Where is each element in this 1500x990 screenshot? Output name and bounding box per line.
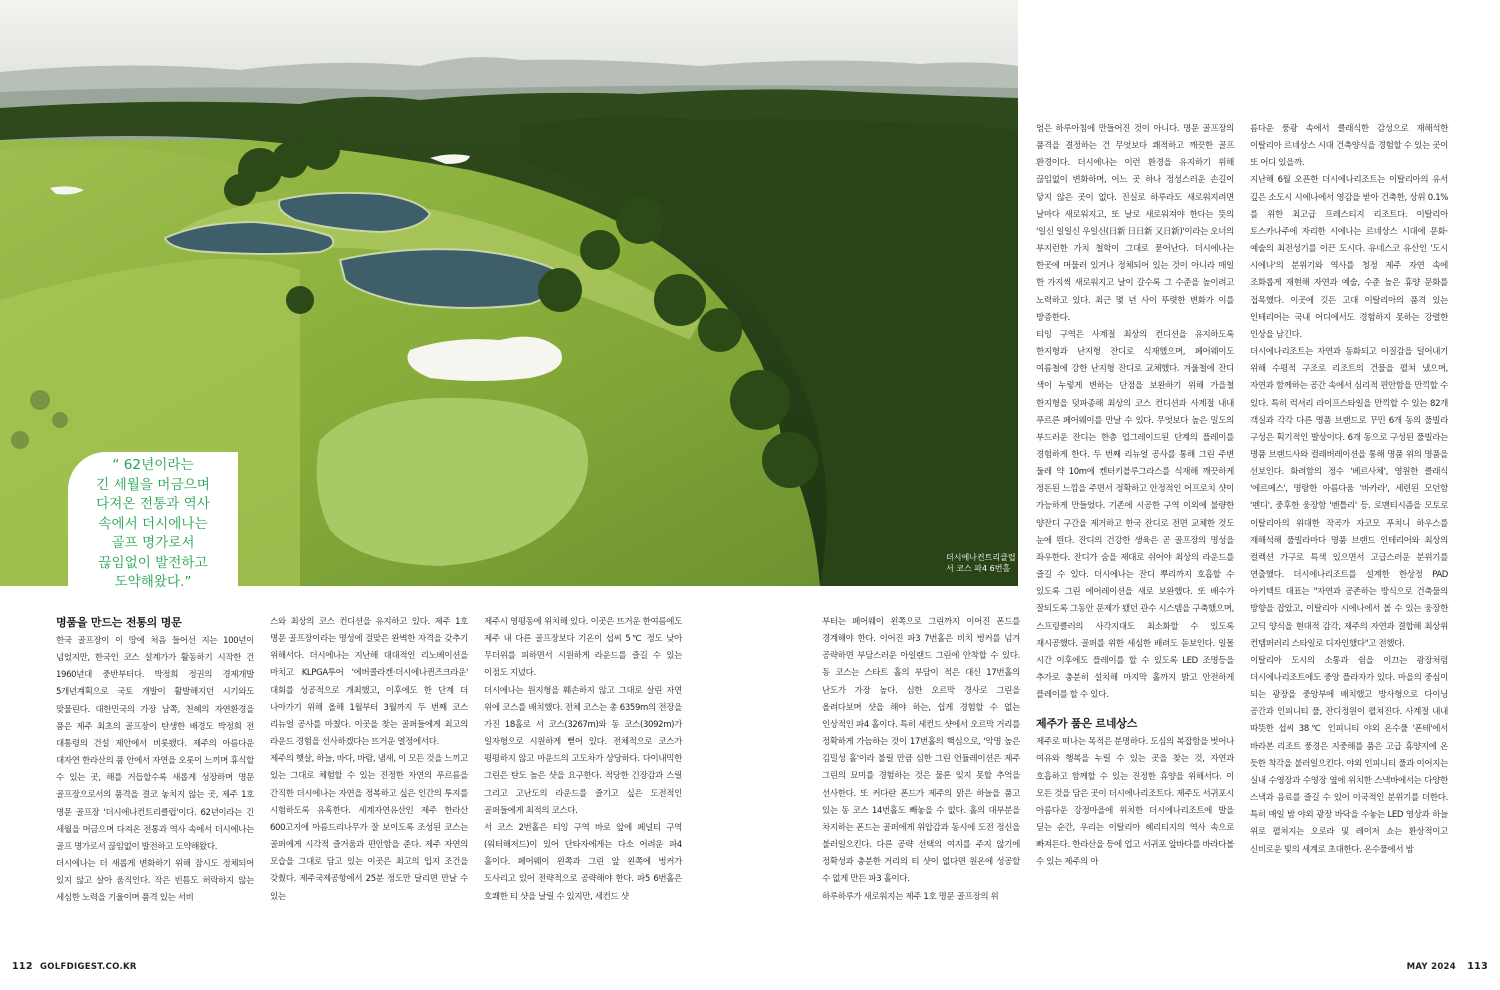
- paragraph: 서 코스 2번홀은 티잉 구역 바로 앞에 페널티 구역(워터해저드)이 있어 단타자에게는 다소 어려운 파4 홀이다. 페어웨이 왼쪽과 그린 앞 왼쪽에 벙커가 도사리고 있어 전략적으로 공략해야 한다. 파5 6번홀은 호쾌한 티 샷을 날릴 수 있지만, 세컨드 샷: [484, 822, 682, 902]
- paragraph: 제주시 영평동에 위치해 있다. 이곳은 뜨거운 한여름에도 제주 내 다른 골프장보다 기온이 섭씨 5℃ 정도 낮아 무더위를 피하면서 시원하게 라운드를 즐길 수 있는 이점도 지녔다.: [484, 617, 682, 679]
- article-column-3: [484, 614, 682, 906]
- site-url: GOLFDIGEST.CO.KR: [40, 962, 137, 972]
- paragraph: 름다운 풍광 속에서 클래식한 감성으로 재해석한 이탈리아 르네상스 시대 건축양식을 경험할 수 있는 곳이 또 어디 있을까.: [1250, 124, 1448, 169]
- page-number-right: 113: [1467, 961, 1488, 972]
- paragraph: 지난해 6월 오픈한 더시에나리조트는 이탈리아의 유서 깊은 소도시 시에나에서 영감을 받아 건축한, 상위 0.1%를 위한 최고급 프레스티지 리조트다. 이탈리아 토스카나주에 자리한 시에나는 르네상스 시대에 문화·예술의 최전성기를 이끈 도시다. 유네스코 유산인 '도시 시에나'의 분위기와 역사를 청정 제주 자연 속에 조화롭게 재현해 자연과 예술, 수준 높은 휴양 문화를 접목했다. 이곳에 깃든 고대 이탈리아의 품격 있는 인테리어는 국내 어디에서도 경험하지 못하는 강렬한 인상을 남긴다.: [1250, 175, 1448, 340]
- pull-quote-line: 다져온 전통과 역사: [96, 496, 210, 512]
- paragraph: 한국 골프장이 이 땅에 처음 들어선 지는 100년이 넘었지만, 한국인 코스 설계가가 활동하기 시작한 건 1960년대 중반부터다. 박정희 정권의 경제개발 5개년계획으로 국토 개발이 활발해지던 시기와도 맞물린다. 대한민국의 가장 남쪽, 천혜의 자연환경을 품은 제주 최초의 골프장이 탄생한 배경도 박정희 전 대통령의 건설 제안에서 비롯됐다. 제주의 아름다운 대자연 한라산의 품 안에서 자연을 오롯이 느끼며 휴식할 수 있는 곳, 해를 거듭할수록 새롭게 성장하며 명문 골프장으로서의 품격을 결코 놓치지 않는 곳, 제주 1호 명문 골프장 '더시에나컨트리클럽'이다. 62년이라는 긴 세월을 머금으며 다져온 전통과 역사 속에서 더시에나는 골프 명가로서 끊임없이 발전하고 도약해왔다.: [56, 636, 254, 852]
- paragraph: 제주로 떠나는 목적은 분명하다. 도심의 복잡함을 벗어나 여유와 행복을 누릴 수 있는 곳을 찾는 것, 자연과 호흡하고 함께할 수 있는 진정한 휴양을 위해서다. 이 모든 것을 담은 곳이 더시에나리조트다. 제주도 서귀포시 아름다운 강정마을에 위치한 더시에나리조트에 발을 딛는 순간, 우리는 이탈리아 헤리티지의 역사 속으로 빠져든다. 한라산을 등에 업고 서귀포 앞바다를 바라다볼 수 있는 제주의 아: [1036, 737, 1234, 868]
- paragraph: 더시에나리조트는 자연과 동화되고 이질감을 덜어내기 위해 수평적 구조로 리조트의 건물을 펼쳐 냈으며, 자연과 함께하는 공간 속에서 심리적 편안함을 만끽할 수 있다. 특히 럭셔리 라이프스타일을 만끽할 수 있는 82개 객실과 각각 다른 명품 브랜드로 꾸민 6개 동의 풀빌라 구성은 획기적인 발상이다. 6개 동으로 구성된 풀빌라는 명품 브랜드사와 컬래버레이션을 통해 명품 위의 명품을 선보인다. 화려함의 정수 '베르사체', 영원한 클래식 '에르메스', 명랑한 아름다움 '바카라', 세련된 모던함 '펜디', 중후한 웅장함 '벤틀리' 등. 로맨티시즘을 모토로 이탈리아의 위대한 작곡가 자코모 푸치니 하우스를 재해석해 풀빌라마다 명품 브랜드 인테리어와 최상의 컬렉션 가구로 특색 있으면서 고급스러운 분위기를 연출했다. 더시에나리조트를 설계한 한상정 PAD 아키텍트 대표는 "자연과 공존하는 방식으로 건축물의 방향을 잡았고, 이탈리아 시에나에서 볼 수 있는 웅장한 고딕 양식을 현대적 감각, 제주의 자연과 결합해 최상위 컨템퍼러리 스타일로 디자인했다"고 전했다.: [1250, 347, 1448, 649]
- paragraph: 부터는 페어웨이 왼쪽으로 그린까지 이어진 폰드를 경계해야 한다. 이어진 파3 7번홀은 비치 벙커를 넘겨 공략하면 부담스러운 아일랜드 그린에 안착할 수 있다. 동 코스는 스타트 홀의 부담이 적은 대신 17번홀의 난도가 가장 높다. 심한 오르막 경사로 그린을 올려다보며 샷을 해야 하는, 쉽게 경험할 수 없는 인상적인 파4 홀이다. 특히 세컨드 샷에서 오르막 거리를 정확하게 가늠하는 것이 17번홀의 핵심으로, '악명 높은 김밀성 홀'이라 불릴 만큼 심한 그린 언듈레이션은 제주 그린의 묘미를 경험하는 것은 물론 잊지 못할 추억을 선사한다. 또 커다란 폰드가 제주의 맑은 하늘을 품고 있는 동 코스 14번홀도 빼놓을 수 없다. 홀의 대부분을 차지하는 폰드는 골퍼에게 위압감과 동시에 도전 정신을 불러일으킨다. 다른 공략 선택의 여지를 주지 않기에 정확성과 충분한 거리의 티 샷이 없다면 원온에 성공할 수 없게 만든 파3 홀이다.: [822, 617, 1020, 885]
- paragraph: 더시에나는 더 새롭게 변화하기 위해 잠시도 정체되어 있지 않고 살아 움직인다. 작은 빈틈도 허락하지 않는 세심한 노력을 기울이며 품격 있는 서비: [56, 859, 254, 904]
- pull-quote: [78, 456, 228, 593]
- article-column-1: [56, 614, 254, 908]
- pull-quote-line: 속에서 더시에나는: [98, 515, 208, 532]
- pull-quote-line: 끊임없이 발전하고: [98, 554, 208, 571]
- article-column-2: [270, 614, 468, 906]
- paragraph: 스와 최상의 코스 컨디션을 유지하고 있다. 제주 1호 명문 골프장이라는 명성에 걸맞은 완벽한 자격을 갖추기 위해서다. 더시에나는 지난해 대대적인 리노베이션을 마치고 KLPGA투어 '에버콜라겐·더시에나퀸즈크라운' 대회를 성공적으로 개최했고, 이후에도 한 단계 더 나아가기 위해 올해 1월부터 3월까지 두 번째 코스 리뉴얼 공사를 마쳤다. 이곳을 찾는 골퍼들에게 최고의 라운드 경험을 선사하겠다는 뜨거운 열정에서다.: [270, 617, 468, 748]
- pull-quote-line: 긴 세월을 머금으며: [96, 476, 210, 493]
- folio-right: [1407, 961, 1488, 972]
- issue-date: MAY 2024: [1406, 962, 1456, 972]
- section-heading: 제주가 품은 르네상스: [1036, 717, 1138, 731]
- caption-line-1: 더시에나컨트리클럽: [946, 553, 1016, 562]
- article-column-6: [1250, 121, 1448, 859]
- photo-caption: [946, 552, 1016, 574]
- article-column-4: [822, 614, 1020, 906]
- paragraph: 이탈리아 도시의 소통과 쉼을 이끄는 광장처럼 더시에나리조트에도 중앙 플라자가 있다. 마을의 중심이 되는 광장을 중앙부에 배치했고 방사형으로 다이닝 공간과 인피니티 풀, 잔디정원이 펼쳐진다. 사계절 내내 따뜻한 섭씨 38℃ 인피니티 야외 온수풀 '폰테'에서 바라본 리조트 풍경은 지중해를 품은 고급 휴양지에 온 듯한 착각을 불러일으킨다. 야외 인피니티 풀과 이어지는 실내 수영장과 수영장 옆에 위치한 스낵바에서는 다양한 스낵과 음료를 즐길 수 있어 이국적인 분위기를 더한다. 특히 매일 밤 야외 광장 바닥을 수놓는 LED 영상과 하늘 위로 펼쳐지는 오로라 및 레이저 쇼는 환상적이고 신비로운 빛의 세계로 초대한다. 온수풀에서 밤: [1250, 655, 1448, 855]
- paragraph: 하루하루가 새로워지는 제주 1호 명문 골프장의 위: [822, 891, 999, 902]
- paragraph: 더시에나는 원지형을 훼손하지 않고 그대로 살린 자연 위에 코스를 배치했다. 전체 코스는 총 6359m의 전장을 가진 18홀로 서 코스(3267m)와 동 코스(3092m)가 일자형으로 시원하게 뻗어 있다. 전체적으로 코스가 평평하지 않고 마운드의 고도차가 상당하다. 다이내믹한 그린은 탄도 높은 샷을 요구한다. 적당한 긴장감과 스릴 그리고 고난도의 라운드를 즐기고 싶은 도전적인 골퍼들에게 최적의 코스다.: [484, 685, 682, 816]
- pull-quote-line: 도약해왔다.”: [114, 574, 192, 590]
- folio-left: [12, 961, 137, 972]
- paragraph: 티잉 구역은 사계절 최상의 컨디션을 유지하도록 한지형과 난지형 잔디로 식재했으며, 페어웨이도 여름철에 강한 난지형 잔디로 교체했다. 겨울철에 잔디 색이 누렇게 변하는 단점을 보완하기 위해 가을철 한지형을 덧파종해 최상의 코스 컨디션과 사계절 내내 푸르른 페어웨이를 만날 수 있다. 무엇보다 높은 밀도의 부드러운 잔디는 한층 업그레이드된 단계의 플레이를 경험하게 한다. 두 번째 리뉴얼 공사를 통해 그린 주변 둘레 약 10m에 켄터키블루그라스를 식재해 깨끗하게 정돈된 느낌을 주면서 정확하고 안정적인 어프로치 샷이 가능하게 만들었다. 기존에 시공한 구역 이외에 불량한 양잔디 구간을 제거하고 한국 잔디로 전면 교체한 것도 눈에 띈다. 잔디의 건강한 생육은 곧 골프장의 명성을 좌우한다. 잔디가 숨을 제대로 쉬어야 최상의 라운드를 즐길 수 있다. 더시에나는 잔디 뿌리까지 호흡할 수 있도록 그린 에어레이션을 새로 보완했다. 또 배수가 잘되도록 그동안 문제가 됐던 관수 시스템을 구축했으며, 스프링클러의 사각지대도 최소화할 수 있도록 재시공했다. 골퍼를 위한 세심한 배려도 돋보인다. 일몰 시간 이후에도 플레이를 할 수 있도록 LED 조명등을 추가로 충분히 설치해 마지막 홀까지 밝고 안전하게 플레이를 할 수 있다.: [1036, 329, 1234, 701]
- paragraph: 제주의 햇살, 하늘, 바다, 바람, 냄새, 이 모든 것을 느끼고 있는 그대로 체험할 수 있는 진정한 자연의 푸르름을 간직한 더시에나는 자연을 정복하고 싶은 인간의 투지를 시험하도록 유혹한다. 세계자연유산인 제주 한라산 600고지에 아름드리나무가 잘 보이도록 조성된 코스는 골퍼에게 시각적 즐거움과 편안함을 준다. 제주 자연의 모습을 그대로 담고 있는 이곳은 최고의 입지 조건을 갖췄다. 제주국제공항에서 25분 정도만 달리면 만날 수 있는: [270, 754, 469, 902]
- pull-quote-line: 골프 명가로서: [111, 535, 195, 551]
- paragraph: 엄은 하루아침에 만들어진 것이 아니다. 명문 골프장의 품격을 결정하는 건 무엇보다 쾌적하고 깨끗한 골프 환경이다. 더시에나는 이런 환경을 유지하기 위해 끊임없이 변화하며, 어느 곳 하나 정성스러운 손길이 닿지 않은 곳이 없다. 진실로 하루라도 새로워지려면 날마다 새로워지고, 또 날로 새로워져야 한다는 뜻의 '일신 일일신 우일신(日新 日日新 又日新)'이라는 오너의 부지런한 가치 철학이 그대로 묻어난다. 더시에나는 한곳에 머물러 있거나 정체되어 있는 것이 아니라 매일 한 가지씩 새로워지고 날이 갈수록 그 수준을 높이려고 노력하고 있다. 최근 몇 년 사이 뚜렷한 변화가 이를 방증한다.: [1036, 124, 1234, 323]
- section-heading: 명품을 만드는 전통의 명문: [56, 616, 182, 629]
- article-column-5: [1036, 121, 1234, 872]
- page-number-left: 112: [12, 961, 33, 972]
- caption-line-2: 서 코스 파4 6번홀: [946, 564, 1011, 573]
- pull-quote-line: “ 62년이라는: [112, 457, 194, 473]
